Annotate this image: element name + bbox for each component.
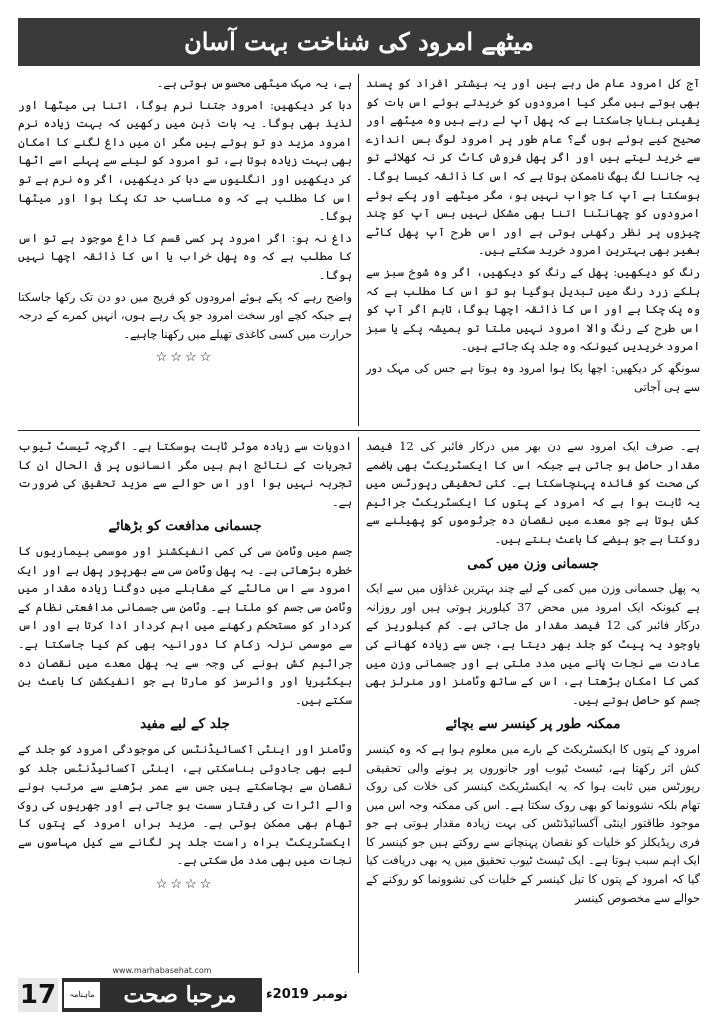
top-right-column: [366, 74, 700, 426]
end-stars: ☆☆☆☆: [155, 350, 215, 366]
top-column-divider: [358, 74, 359, 426]
magazine-logo: [62, 966, 262, 1012]
bottom-column-divider: [358, 437, 359, 973]
bottom-left-column: [18, 437, 352, 973]
color-tip-paragraph: رنگ کو دیکھیں: پھل کے رنگ کو دیکھیں، اگر وہ شوخ سبز سے ہلکے زرد رنگ میں تبدیل ہوگیا ہو تو اس کا مطلب ہے کہ وہ پک چکا ہے اور اس کا ذائقہ اچھا ہوگا، تاہم اگر آپ کو اس طرح کے رنگ والا امرود نہیں ملتا تو ہمیشہ پکے یا سبز امرود خریدیں کیونکہ وہ جلد پک جاتے ہیں۔: [366, 264, 700, 354]
immunity-paragraph: جسم میں وٹامن سی کی کمی انفیکشنز اور موسمی بیماریوں کا خطرہ بڑھاتی ہے۔ یہ پھل وٹامن سی سے بھرپور پھل ہے اور ایک امرود سے اس مالٹے کے مقابلے میں دوگنا زیادہ مقدار میں وٹامن سی جسم کو ملتا ہے۔ وٹامن سی جسمانی مدافعتی نظام کے کردار کو مستحکم رکھنے میں اہم کردار ادا کرتا ہے اور اس سے موسمی نزلہ زکام کا دورانیہ بھی کم کیا جاسکتا ہے۔ جراثیم کش ہونے کی وجہ سے یہ پھل معدے میں نقصان دہ بیکٹیریا اور وائرسز کو مارتا ہے جو انفیکشن کا باعث بن سکتے ہیں۔: [18, 543, 352, 707]
cancer-heading: ممکنہ طور پر کینسر سے بچائے: [445, 716, 621, 733]
intro-paragraph: آج کل امرود عام مل رہے ہیں اور یہ بیشتر افراد کو پسند بھی ہوتے ہیں مگر کیا امرودوں کو خریدتے ہوئے اس بات کو یقینی بنایا جاسکتا ہے کہ پھل آپ لے رہے ہیں وہ میٹھے اور صحیح کیے ہوئے ہوں گے؟ عام طور پر امرود لوگ بس اندازے سے خرید لیتے ہیں اور اگر پھل فروش کاٹ کر نہ کھلائے تو یہ جاننا لگ بھگ ناممکن ہوتا ہے کہ اس کا ذائقہ کیسا ہوگا۔ ہوسکتا ہے آپ کا جواب نہیں ہو، مگر میٹھے اور پکے ہوئے امرودوں کو چھانٽنا اتنا بھی مشکل نہیں بس آپ کو چند چیزوں پر نظر رکھنی ہوتی ہے اور اس طرح آپ پھل کاٹے بغیر بھی بہترین امرود خرید سکتے ہیں۔: [366, 76, 700, 258]
smell-tip-paragraph: سونگھ کر دیکھیں: اچھا پکا ہوا امرود وہ ہوتا ہے جس کی مہک دور سے ہی آجاتی: [366, 360, 700, 394]
section-divider: [18, 430, 700, 431]
smell-continued-paragraph: ہے، یہ مہک میٹھی محسوس ہوتی ہے۔: [156, 76, 352, 90]
spots-tip-paragraph: داغ نہ ہو: اگر امرود پر کسی قسم کا داغ موجود ہے تو اس کا مطلب ہے کہ وہ پھل خراب یا اس کا ذائقہ اچھا نہیں ہوگا۔: [18, 230, 352, 282]
press-tip-paragraph: دبا کر دیکھیں: امرود جتنا نرم ہوگا، اتنا ہی میٹھا اور لذیذ بھی ہوگا۔ یہ بات ذہن میں رکھیں کہ بہت زیادہ نرم امرود مزید دو تو ہوتے ہیں مگر ان میں داغ لگنے کا امکان بھی بہت زیادہ ہوتا ہے، تو امرود کو لینے سے پہلے اسے اٹھا کر دیکھیں اور انگلیوں سے دبا کر دیکھیں، اگر وہ نرم ہے تو اس کا مطلب ہے کہ وہ مناسب حد تک پکا ہوا اور میٹھا ہوگا۔: [18, 97, 352, 224]
magazine-label: ماہنامہ: [64, 982, 100, 1008]
skin-paragraph: وٹامنز اور اینٹی آکسائیڈنٹس کی موجودگی امرود کو جلد کے لیے بھی جادوئی بناسکتی ہے، اینٹی آکسائیڈنٹس جلد کو نقصان سے بچاسکتے ہیں جس سے عمر بڑھنے سے مرتب ہونے والے اثرات کی رفتار سست ہو جاتی ہے اور جھریوں کی روک تھام بھی ممکن ہوتی ہے۔ مزید براں امرود کے پتوں کا ایکسٹریکٹ براہ راست جلد پر لگانے سے کیل مہاسوں سے نجات میں بھی مدد مل سکتی ہے۔: [18, 741, 352, 868]
bottom-right-column: [366, 437, 700, 973]
end-stars-bottom: ☆☆☆☆: [155, 877, 215, 893]
research-paragraph: ادویات سے زیادہ موثر ثابت ہوسکتا ہے۔ اگرچہ ٹیسٹ ٹیوب تجربات کے نتائج اہم ہیں مگر انسانوں پر فی الحال ان کا تجربہ نہیں ہوا اور اس حوالے سے مزید تحقیق کی ضرورت ہے۔: [18, 439, 352, 509]
weight-loss-heading: جسمانی وزن میں کمی: [467, 555, 599, 572]
page-footer: [18, 966, 700, 1012]
magazine-name: مرحبا صحت: [123, 982, 237, 1008]
page-number: 17: [19, 980, 57, 1010]
weight-loss-paragraph: یہ پھل جسمانی وزن میں کمی کے لیے چند بہترین غذاؤں میں سے ایک ہے کیونکہ ایک امرود میں محض 37 کیلوریز ہوتی ہیں اور روزانہ درکار فائبر کی 12 فیصد مقدار مل جاتی ہے۔ کم کیلوریز کے باوجود یہ پیٹ کو جلد بھر دیتا ہے، جس سے زیادہ کھانے کی عادت سے نجات پانے میں مدد ملتی ہے اور جسمانی وزن میں کمی کا امکان بڑھتا ہے، اس کے ساتھ وٹامنز اور منرلز بھی جسم کو حاصل ہوتے ہیں۔: [366, 581, 700, 707]
cancer-paragraph: امرود کے پتوں کا ایکسٹریکٹ کے بارے میں معلوم ہوا ہے کہ وہ کینسر کش اثر رکھتا ہے، ٹیسٹ ٹیوب اور جانوروں پر ہونے والی تحقیقی رپورٹس میں ثابت ہوا کہ یہ ایکسٹریکٹ کینسر کی خلات کی روک تھام بلکہ نشوونما کو بھی روک سکتا ہے۔ اس کی ممکنہ وجہ اس میں موجود طاقتور اینٹی آکسائیڈنٹس کی بہت زیادہ مقدار ہوتی ہے جو فری ریڈیکلز کو خلیات کو نقصان پہنچانے سے روکتے ہیں جو کینسر کا ایک اہم سبب ہوتا ہے۔ ایک ٹیسٹ ٹیوب تحقیق میں یہ بھی دریافت کیا گیا کہ امرود کے پتوں کا تیل کینسر کے خلیات کی نشوونما کو روکنے کے حوالے سے مخصوص کینسر: [366, 741, 700, 905]
storage-tip-paragraph: واضح رہے کہ پکے ہوئے امرودوں کو فریج میں دو دن تک رکھا جاسکتا ہے جبکہ کچے اور سخت امرود جو پک رہے ہوں، انہیں کمرے کے درجہ حرارت میں کسی کاغذی تھیلے میں رکھنا چاہیے۔: [18, 289, 352, 341]
issue-date: نومبر 2019ء: [266, 987, 348, 1002]
fiber-paragraph: ہے۔ صرف ایک امرود سے دن بھر میں درکار فائبر کی 12 فیصد مقدار حاصل ہو جاتی ہے جبکہ اس کا ایکسٹریکٹ بھی ہاضمے کی صحت کو فائدہ پہنچاسکتا ہے۔ کئی تحقیقی رپورٹس میں یہ ثابت ہوا ہے کہ امرود کے پتوں کا ایکسٹریکٹ جراثیم کش ہوتا ہے جو معدے میں نقصان دہ جرثوموں کو پھیلنے سے روکتا ہے جو ہیضے کا باعث بنتے ہیں۔: [366, 439, 700, 546]
top-left-column: [18, 74, 352, 426]
website-url: www.marhabasehat.com: [112, 966, 212, 975]
immunity-heading: جسمانی مدافعت کو بڑھائے: [108, 518, 262, 535]
article-title: میٹھے امرود کی شناخت بہت آسان: [18, 18, 700, 66]
skin-heading: جلد کے لیے مفید: [140, 716, 230, 733]
